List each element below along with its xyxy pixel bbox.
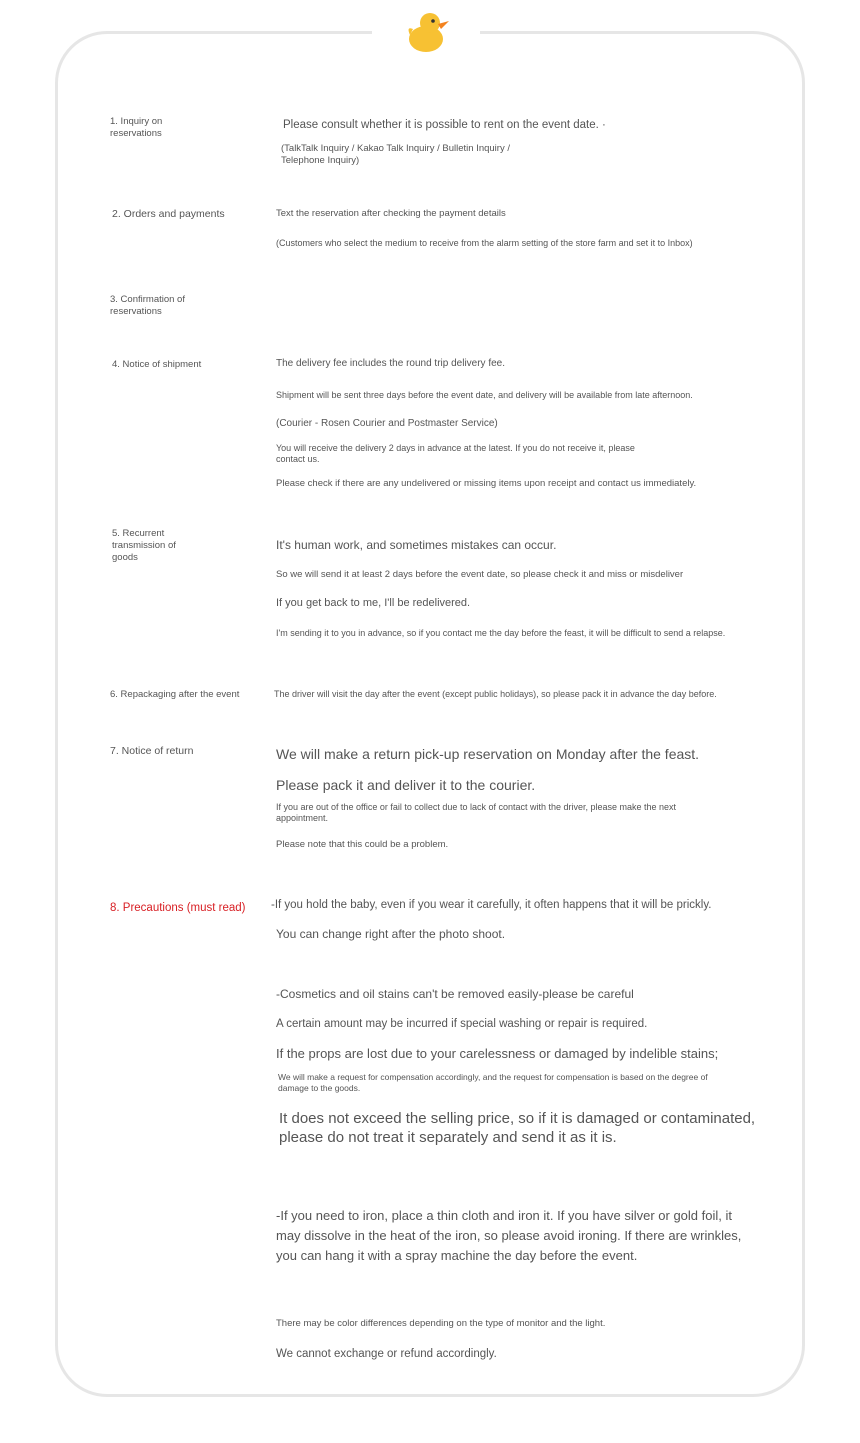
section-7-label: 7. Notice of return bbox=[110, 745, 194, 757]
section-8-line-6: We will make a request for compensation accordingly, and the request for compensation is based on the degree of damage to the goods. bbox=[278, 1072, 708, 1093]
section-5-label: 5. Recurrent transmission of goods bbox=[112, 528, 176, 563]
section-8-line-4: A certain amount may be incurred if special washing or repair is required. bbox=[276, 1018, 648, 1030]
section-5-line-2: So we will send it at least 2 days before the event date, so please check it and miss or misdeliver bbox=[276, 569, 684, 580]
section-4-line-2: Shipment will be sent three days before the event date, and delivery will be available from late afternoon. bbox=[276, 390, 693, 400]
section-8-label: 8. Precautions (must read) bbox=[110, 902, 246, 914]
section-7-line-1: We will make a return pick-up reservation on Monday after the feast. bbox=[276, 746, 700, 762]
section-2-line-1: Text the reservation after checking the payment details bbox=[276, 208, 506, 219]
section-8-line-8: -If you need to iron, place a thin cloth and iron it. If you have silver or gold foil, it may dissolve in the heat of the iron, so please avoid ironing. If there are wrinkles, you can hang it with a spray machine the day before the event. bbox=[276, 1208, 742, 1264]
section-8-line-10: We cannot exchange or refund accordingly. bbox=[276, 1348, 497, 1360]
content-card bbox=[55, 31, 805, 1397]
section-4-line-5: Please check if there are any undelivered or missing items upon receipt and contact us immediately. bbox=[276, 478, 697, 489]
section-8-line-9: There may be color differences depending on the type of monitor and the light. bbox=[276, 1318, 606, 1329]
section-2-line-2: (Customers who select the medium to receive from the alarm setting of the store farm and set it to Inbox) bbox=[276, 238, 693, 248]
section-3-label: 3. Confirmation of reservations bbox=[110, 294, 185, 317]
section-8-line-5: If the props are lost due to your carelessness or damaged by indelible stains; bbox=[276, 1046, 719, 1061]
section-1-label: 1. Inquiry on reservations bbox=[110, 116, 163, 139]
section-7-line-3: If you are out of the office or fail to collect due to lack of contact with the driver, please make the next appointment. bbox=[276, 802, 677, 824]
section-1-line-1: Please consult whether it is possible to rent on the event date. · bbox=[283, 119, 606, 131]
section-4-line-1: The delivery fee includes the round trip delivery fee. bbox=[276, 358, 506, 369]
section-1-line-2: (TalkTalk Inquiry / Kakao Talk Inquiry / Bulletin Inquiry / Telephone Inquiry) bbox=[281, 143, 510, 166]
duck-icon bbox=[405, 8, 453, 56]
section-5-line-3: If you get back to me, I'll be redelivered. bbox=[276, 597, 471, 609]
section-4-line-4: You will receive the delivery 2 days in advance at the latest. If you do not receive it, please contact us. bbox=[276, 443, 635, 465]
section-4-label: 4. Notice of shipment bbox=[112, 359, 202, 370]
section-8-line-3: -Cosmetics and oil stains can't be removed easily-please be careful bbox=[276, 987, 634, 1001]
section-4-line-3: (Courier - Rosen Courier and Postmaster Service) bbox=[276, 418, 498, 429]
section-5-line-1: It's human work, and sometimes mistakes can occur. bbox=[276, 538, 557, 552]
section-2-label: 2. Orders and payments bbox=[112, 208, 225, 220]
section-5-line-4: I'm sending it to you in advance, so if you contact me the day before the feast, it will be difficult to send a relapse. bbox=[276, 628, 726, 638]
section-8-line-2: You can change right after the photo shoot. bbox=[276, 927, 506, 941]
section-6-label: 6. Repackaging after the event bbox=[110, 689, 240, 700]
section-7-line-2: Please pack it and deliver it to the courier. bbox=[276, 777, 536, 793]
section-8-line-1: -If you hold the baby, even if you wear it carefully, it often happens that it will be prickly. bbox=[271, 899, 712, 911]
section-8-line-7: It does not exceed the selling price, so if it is damaged or contaminated, please do not treat it separately and send it as it is. bbox=[279, 1110, 756, 1146]
section-6-line-1: The driver will visit the day after the event (except public holidays), so please pack it in advance the day before. bbox=[274, 689, 717, 699]
section-7-line-4: Please note that this could be a problem. bbox=[276, 839, 449, 850]
